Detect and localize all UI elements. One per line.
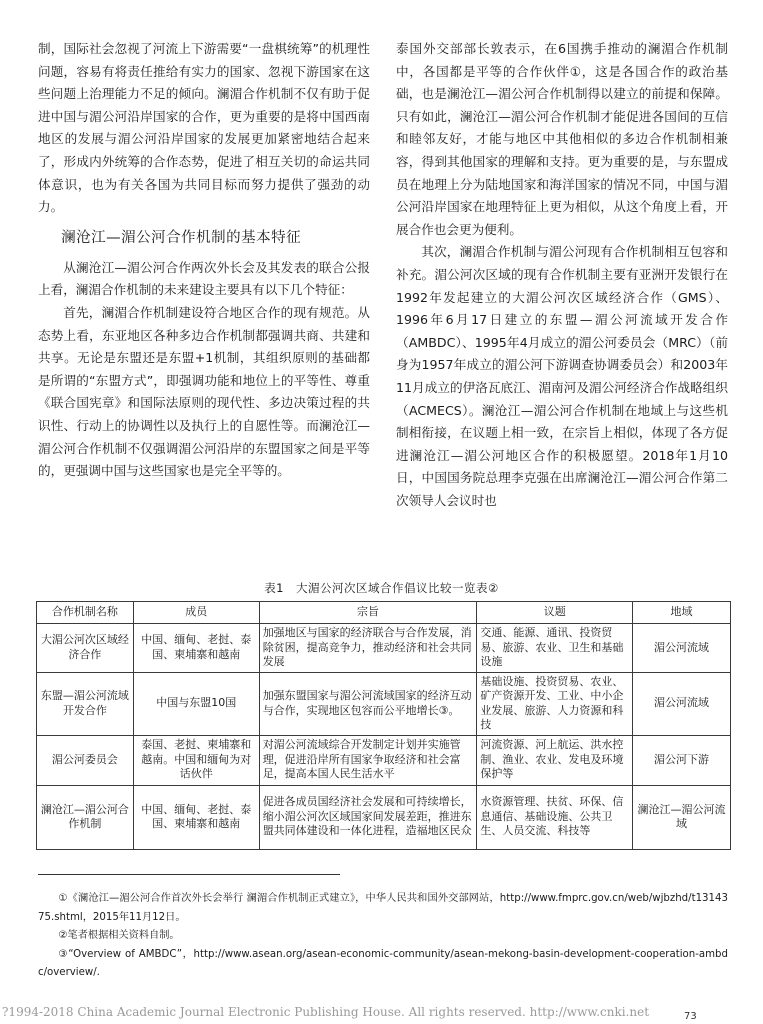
- cell-topics: 交通、能源、通讯、投资贸易、旅游、农业、卫生和基础设施: [477, 624, 633, 673]
- section-heading: 澜沧江—湄公河合作机制的基本特征: [61, 229, 302, 246]
- paragraph-continued: 制，国际社会忽视了河流上下游需要“一盘棋统筹”的机理性问题，容易有将责任推给有实力的国家、忽视下游国家在这些问题上治理能力不足的倾向。澜湄合作机制不仅有助于促进中国与湄公河沿岸国家的合作，更为重要的是将中国西南地区的发展与湄公河沿岸国家的发展更加紧密地结合起来了，形成内外统筹的合作态势，促进了相互关切的命运共同体意识，也为有关各国为共同目标而努力提供了强劲的动力。: [38, 41, 370, 215]
- footnote-3: ③“Overview of AMBDC”，http://www.asean.org/asean-economic-community/asean-mekong-basin-development-cooperation-ambdc/overview/.: [38, 948, 728, 978]
- paragraph-intro: 从澜沧江—湄公河合作两次外长会及其发表的联合公报上看，澜湄合作机制的未来建设主要具有以下几个特征：: [38, 259, 370, 298]
- cell-topics: 河流资源、河上航运、洪水控制、渔业、农业、发电及环境保护等: [477, 735, 633, 785]
- table-row: [37, 735, 731, 785]
- footnote-divider: [38, 874, 340, 875]
- cell-members: 中国、缅甸、老挝、泰国、柬埔寨和越南: [133, 785, 259, 849]
- header-name: 合作机制名称: [37, 602, 134, 624]
- comparison-table: [36, 601, 731, 850]
- footnote-1: ①《澜沧江—湄公河合作首次外长会举行 澜湄合作机制正式建立》，中华人民共和国外交部网站，http://www.fmprc.gov.cn/web/wjbzhd/t1314375.shtml，2015年11月12日。: [38, 893, 728, 923]
- cell-name: 湄公河委员会: [37, 735, 134, 785]
- cell-name: 东盟—湄公河流域开发合作: [37, 672, 134, 735]
- table-row: [37, 672, 731, 735]
- header-members: 成员: [133, 602, 259, 624]
- cell-topics: 水资源管理、扶贫、环保、信息通信、基础设施、公共卫生、人员交流、科技等: [477, 785, 633, 849]
- paragraph-first-feature: 首先，澜湄合作机制建设符合地区合作的现有规范。从态势上看，东亚地区各种多边合作机制都强调共商、共建和共享。无论是东盟还是东盟+1机制，其组织原则的基础都是所谓的“东盟方式”，即强调功能和地位上的平等性、尊重《联合国宪章》和国际法原则的现代性、多边决策过程的共识性、行动上的协调性以及执行上的自愿性等。而澜沧江—湄公河合作机制不仅强调湄公河沿岸的东盟国家之间是平等的，更强调中国与这些国家也是完全平等的。: [38, 304, 370, 479]
- cell-name: 澜沧江—湄公河合作机制: [37, 785, 134, 849]
- table-caption: 表1 大湄公河次区域合作倡议比较一览表②: [264, 581, 499, 595]
- cell-members: 泰国、老挝、柬埔寨和越南。中国和缅甸为对话伙伴: [133, 735, 259, 785]
- page-number: 73: [684, 1011, 697, 1022]
- table-row: [37, 624, 731, 673]
- copyright-watermark: ?1994-2018 China Academic Journal Electronic Publishing House. All rights reserved. http://www.cnki.net: [2, 1005, 650, 1019]
- table-row: [37, 785, 731, 849]
- paragraph-continued: 泰国外交部部长敦表示，在6国携手推动的澜湄合作机制中，各国都是平等的合作伙伴①，这是各国合作的政治基础，也是澜沧江—湄公河合作机制得以建立的前提和保障。只有如此，澜沧江—湄公河合作机制才能促进各国间的互信和睦邻友好，才能与地区中其他相似的多边合作机制相兼容，得到其他国家的理解和支持。更为重要的是，与东盟成员在地理上分为陆地国家和海洋国家的情况不同，中国与湄公河沿岸国家在地理特征上更为相似，从这个角度上看，开展合作也会更为便利。: [396, 41, 728, 237]
- cell-topics: 基础设施、投资贸易、农业、矿产资源开发、工业、中小企业发展、旅游、人力资源和科技: [477, 672, 633, 735]
- left-column: [38, 38, 370, 483]
- cell-name: 大湄公河次区域经济合作: [37, 624, 134, 673]
- cell-members: 中国与东盟10国: [133, 672, 259, 735]
- footnote-2: ②笔者根据相关资料自制。: [58, 930, 180, 941]
- right-column: [396, 38, 728, 512]
- table-header-row: [37, 602, 731, 624]
- header-purpose: 宗旨: [259, 602, 477, 624]
- cell-region: 湄公河下游: [633, 735, 731, 785]
- cell-region: 湄公河流域: [633, 672, 731, 735]
- header-topics: 议题: [477, 602, 633, 624]
- cell-purpose: 加强地区与国家的经济联合与合作发展，消除贫困，提高竞争力，推动经济和社会共同发展: [259, 624, 477, 673]
- footnotes: [38, 890, 728, 983]
- cell-purpose: 加强东盟国家与湄公河流域国家的经济互动与合作，实现地区包容而公平地增长③。: [259, 672, 477, 735]
- cell-members: 中国、缅甸、老挝、泰国、柬埔寨和越南: [133, 624, 259, 673]
- cell-region: 澜沧江—湄公河流域: [633, 785, 731, 849]
- cell-purpose: 对湄公河流域综合开发制定计划并实施管理，促进沿岸所有国家争取经济和社会富足，提高本国人民生活水平: [259, 735, 477, 785]
- cell-purpose: 促进各成员国经济社会发展和可持续增长，缩小湄公河次区域国家间发展差距，推进东盟共同体建设和一体化进程，造福地区民众: [259, 785, 477, 849]
- cell-region: 湄公河流域: [633, 624, 731, 673]
- header-region: 地域: [633, 602, 731, 624]
- paragraph-second-feature: 其次，澜湄合作机制与湄公河现有合作机制相互包容和补充。湄公河次区域的现有合作机制主要有亚洲开发银行在1992年发起建立的大湄公河次区域经济合作（GMS）、1996年6月17日建立的东盟—湄公河流域开发合作（AMBDC）、1995年4月成立的湄公河委员会（MRC）（前身为1957年成立的湄公河下游调查协调委员会）和2003年11月成立的伊洛瓦底江、湄南河及湄公河经济合作战略组织（ACMECS）。澜沧江—湄公河合作机制在地域上与这些机制相衔接，在议题上相一致，在宗旨上相似，体现了各方促进澜沧江—湄公河地区合作的积极愿望。2018年1月10日，中国国务院总理李克强在出席澜沧江—湄公河合作第二次领导人会议时也: [396, 244, 728, 508]
